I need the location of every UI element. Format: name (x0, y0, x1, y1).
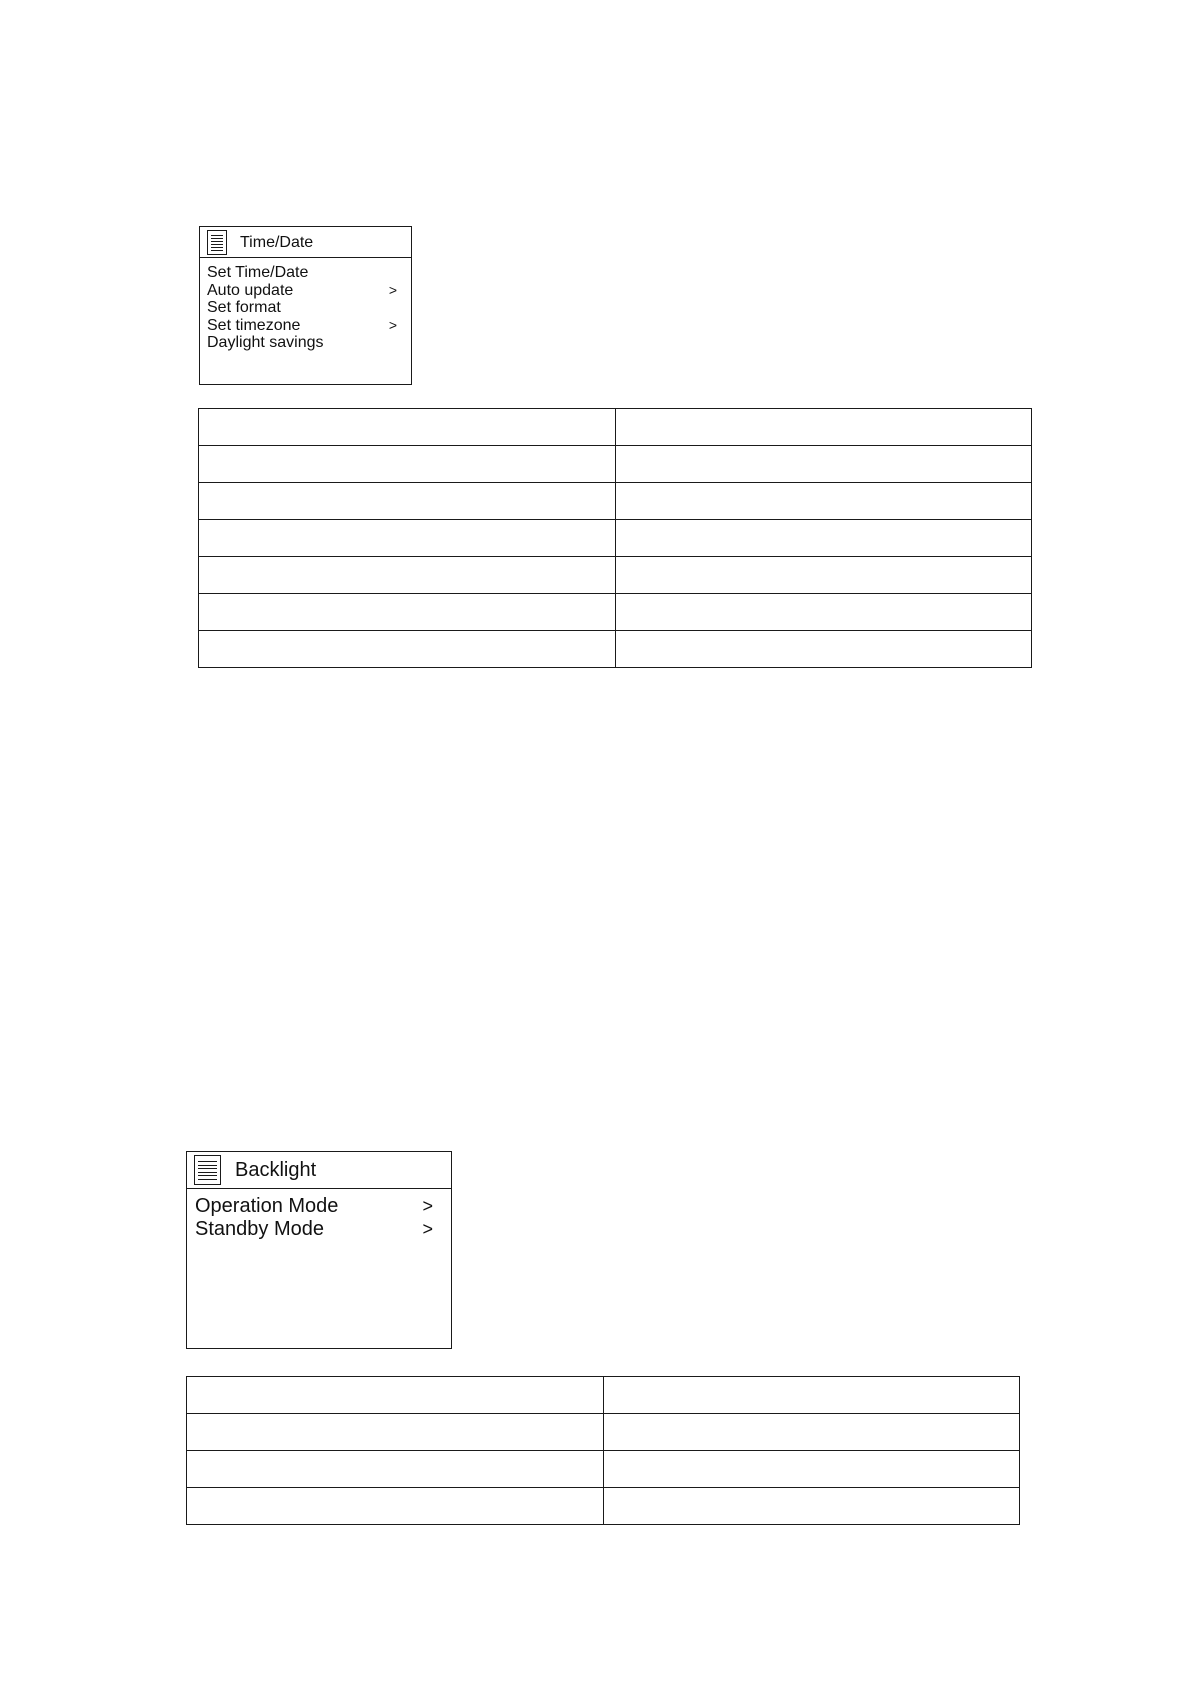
table-cell (615, 409, 1032, 446)
backlight-screen-title: Backlight (235, 1159, 317, 1181)
backlight-menu-list (187, 1189, 451, 1241)
menu-item-auto-update[interactable] (207, 282, 397, 300)
menu-item-standby-mode[interactable] (195, 1218, 433, 1241)
timedate-screen (199, 226, 412, 385)
menu-item-label: Set timezone (207, 316, 301, 334)
menu-icon (194, 1155, 221, 1185)
table-cell (187, 1488, 604, 1525)
table-cell (187, 1414, 604, 1451)
table-cell (199, 483, 616, 520)
chevron-right-icon: > (422, 1196, 433, 1216)
table-cell (603, 1414, 1020, 1451)
backlight-table (186, 1376, 1020, 1525)
table-row (199, 594, 1032, 631)
table-cell (615, 594, 1032, 631)
table-row (187, 1488, 1020, 1525)
menu-item-label: Standby Mode (195, 1218, 324, 1240)
table-cell (615, 446, 1032, 483)
table-cell (615, 520, 1032, 557)
table-cell (199, 409, 616, 446)
menu-item-set-timezone[interactable] (207, 317, 397, 335)
menu-icon (207, 230, 227, 255)
table-cell (199, 446, 616, 483)
table-row (187, 1414, 1020, 1451)
chevron-right-icon: > (388, 281, 397, 298)
menu-item-label: Auto update (207, 281, 294, 299)
table-row (199, 446, 1032, 483)
table-cell (199, 594, 616, 631)
table-cell (603, 1488, 1020, 1525)
menu-item-label: Set Time/Date (207, 264, 309, 281)
table-cell (603, 1451, 1020, 1488)
timedate-table (198, 408, 1032, 668)
menu-item-set-time-date[interactable] (207, 264, 397, 282)
table-cell (199, 520, 616, 557)
backlight-screen-header (187, 1152, 451, 1189)
menu-item-label: Set format (207, 299, 281, 317)
menu-item-label: Daylight savings (207, 334, 324, 352)
table-cell (615, 557, 1032, 594)
table-cell (199, 557, 616, 594)
chevron-right-icon: > (388, 316, 397, 333)
backlight-screen (186, 1151, 452, 1349)
table-cell (615, 631, 1032, 668)
table-row (187, 1377, 1020, 1414)
menu-item-set-format[interactable] (207, 299, 397, 317)
table-cell (199, 631, 616, 668)
table-row (199, 631, 1032, 668)
timedate-screen-header (200, 227, 411, 258)
timedate-screen-title: Time/Date (240, 234, 314, 251)
table-cell (187, 1377, 604, 1414)
table-row (187, 1451, 1020, 1488)
timedate-menu-list (200, 258, 411, 352)
table-cell (603, 1377, 1020, 1414)
menu-item-label: Operation Mode (195, 1195, 339, 1217)
chevron-right-icon: > (422, 1219, 433, 1239)
table-cell (615, 483, 1032, 520)
menu-item-operation-mode[interactable] (195, 1195, 433, 1218)
table-row (199, 520, 1032, 557)
menu-item-daylight-savings[interactable] (207, 334, 397, 352)
table-row (199, 409, 1032, 446)
table-row (199, 483, 1032, 520)
table-row (199, 557, 1032, 594)
table-cell (187, 1451, 604, 1488)
